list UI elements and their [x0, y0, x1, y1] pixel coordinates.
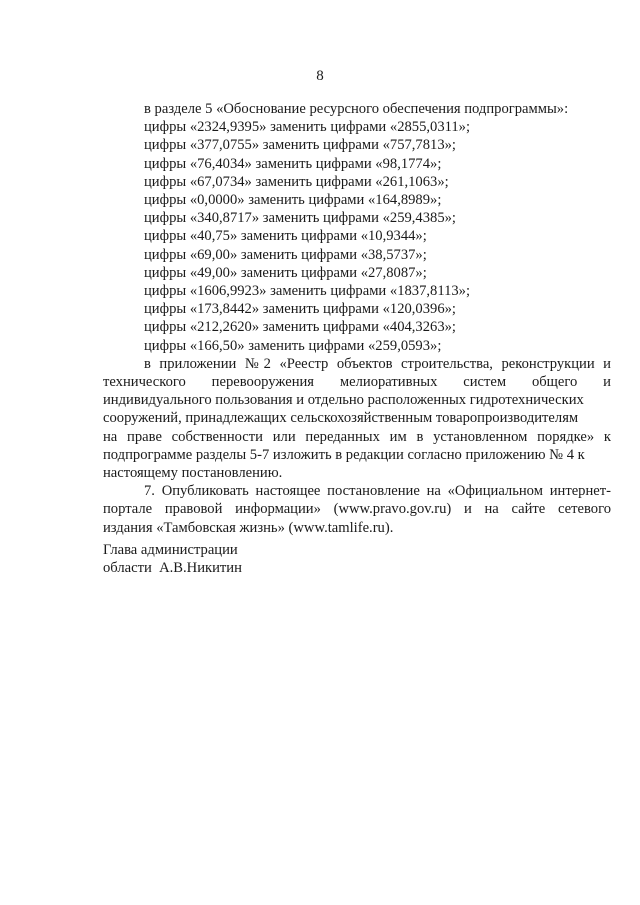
appendix-paragraph-line: настоящему постановлению.	[103, 465, 283, 482]
signature-title: Глава администрации	[103, 542, 238, 558]
appendix-paragraph-line: индивидуального пользования и отдельно расположенных гидротехнических	[103, 392, 584, 409]
publish-paragraph-line: портале правовой информации» (www.pravo.gov.ru) и на сайте сетевого	[103, 501, 611, 518]
list-item: цифры «76,4034» заменить цифрами «98,1774»;	[144, 155, 442, 172]
appendix-paragraph-line: в приложении №2 «Реестр объектов строительства, реконструкции и	[144, 355, 611, 372]
list-item: цифры «0,0000» заменить цифрами «164,8989»;	[144, 192, 442, 209]
list-item: цифры «67,0734» заменить цифрами «261,1063»;	[144, 173, 449, 190]
appendix-paragraph-line: технического перевооружения мелиоративных систем общего и	[103, 374, 611, 391]
section-intro: в разделе 5 «Обоснование ресурсного обеспечения подпрограммы»:	[144, 101, 569, 117]
list-item: цифры «2324,9395» заменить цифрами «2855,0311»;	[144, 119, 471, 136]
list-item: цифры «49,00» заменить цифрами «27,8087»;	[144, 264, 427, 281]
list-item: цифры «69,00» заменить цифрами «38,5737»;	[144, 246, 427, 263]
appendix-paragraph	[103, 355, 611, 482]
list-item: цифры «340,8717» заменить цифрами «259,4385»;	[144, 210, 456, 227]
list-item: цифры «212,2620» заменить цифрами «404,3263»;	[144, 319, 456, 336]
page-number: 8	[316, 68, 324, 84]
replacement-list	[103, 118, 611, 355]
appendix-paragraph-line: подпрограмме разделы 5-7 изложить в редакции согласно приложению № 4 к	[103, 446, 585, 463]
appendix-paragraph-line: сооружений, принадлежащих сельскохозяйственным товаропроизводителям	[103, 410, 579, 427]
signature-name: области А.В.Никитин	[103, 560, 242, 577]
appendix-paragraph-line: на праве собственности или переданных им в установленном порядке» к	[103, 428, 611, 445]
publish-paragraph-line: 7. Опубликовать настоящее постановление на «Официальном интернет-	[144, 483, 611, 500]
list-item: цифры «40,75» заменить цифрами «10,9344»;	[144, 228, 427, 245]
list-item: цифры «173,8442» заменить цифрами «120,0396»;	[144, 301, 456, 318]
document-body	[103, 100, 611, 537]
publish-paragraph-line: издания «Тамбовская жизнь» (www.tamlife.ru).	[103, 519, 394, 536]
publish-paragraph	[103, 482, 611, 537]
list-item: цифры «166,50» заменить цифрами «259,0593»;	[144, 337, 442, 354]
list-item: цифры «1606,9923» заменить цифрами «1837,8113»;	[144, 283, 471, 300]
signature-block	[103, 541, 242, 577]
list-item: цифры «377,0755» заменить цифрами «757,7813»;	[144, 137, 456, 154]
